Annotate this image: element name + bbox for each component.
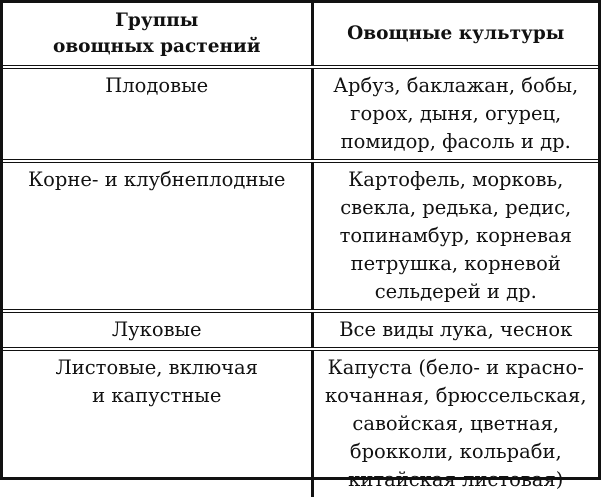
- table-row: [3, 349, 598, 497]
- crops-line: Капуста (бело- и красно-: [327, 356, 584, 379]
- group-cell: [3, 349, 312, 497]
- crops-line: китайская листовая): [348, 468, 564, 491]
- crops-line: петрушка, корневой: [350, 252, 561, 275]
- crops-cell: [312, 311, 598, 349]
- crops-line: Все виды лука, чеснок: [339, 318, 573, 341]
- crops-line: топинамбур, корневая: [339, 224, 572, 247]
- group-cell: [3, 161, 312, 311]
- table-row: [3, 67, 598, 161]
- group-name: Корне- и клубнеплодные: [28, 168, 286, 191]
- header-crops: [312, 3, 598, 67]
- header-groups-line-2: овощных растений: [52, 36, 261, 57]
- crops-line: помидор, фасоль и др.: [340, 130, 571, 153]
- header-groups: [3, 3, 312, 67]
- table: [3, 3, 598, 497]
- header-crops-label: Овощные культуры: [347, 23, 565, 44]
- group-cell: [3, 311, 312, 349]
- crops-line: горох, дыня, огурец,: [350, 102, 562, 125]
- crops-line: савойская, цветная,: [352, 412, 560, 435]
- crops-line: свекла, редька, редис,: [340, 196, 572, 219]
- crops-line: брокколи, кольраби,: [349, 440, 562, 463]
- group-name: и капустные: [92, 384, 222, 407]
- crops-cell: [312, 349, 598, 497]
- header-groups-line-1: Группы: [115, 10, 199, 31]
- crops-cell: [312, 161, 598, 311]
- crops-line: Арбуз, баклажан, бобы,: [333, 74, 579, 97]
- table-row: [3, 311, 598, 349]
- header-row: [3, 3, 598, 67]
- table-row: [3, 161, 598, 311]
- group-name: Плодовые: [105, 74, 209, 97]
- group-name: Листовые, включая: [55, 356, 258, 379]
- crops-cell: [312, 67, 598, 161]
- group-name: Луковые: [111, 318, 202, 341]
- crops-line: кочанная, брюссельская,: [324, 384, 587, 407]
- crops-line: сельдерей и др.: [374, 280, 537, 303]
- group-cell: [3, 67, 312, 161]
- crops-line: Картофель, морковь,: [348, 168, 564, 191]
